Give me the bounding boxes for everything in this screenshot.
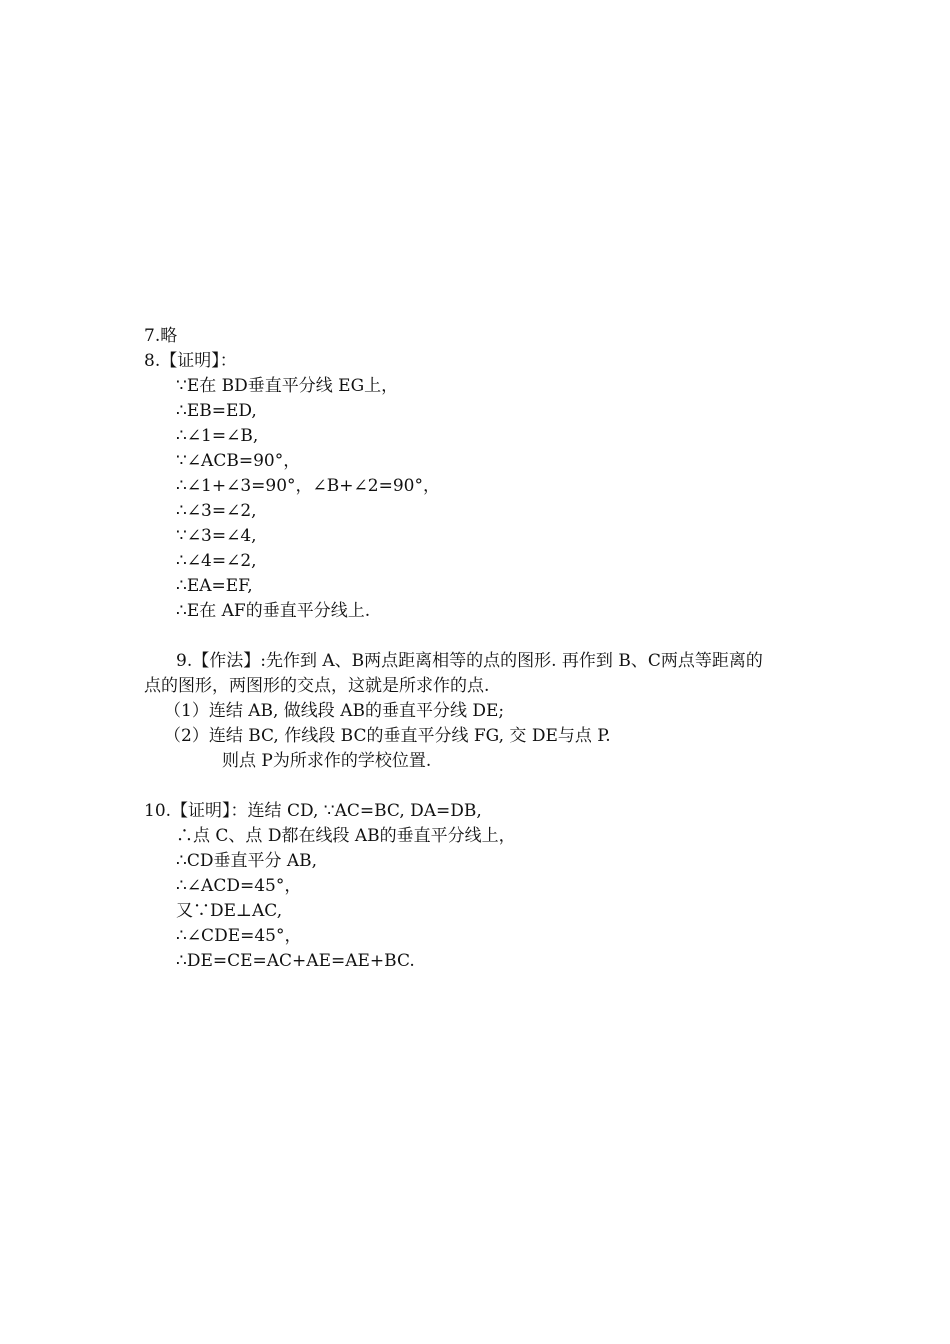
answer-7: 7.略 xyxy=(144,326,178,346)
proof-8-line-7: ∵∠3=∠4, xyxy=(176,526,257,546)
proof-8-line-4: ∵∠ACB=90°， xyxy=(176,451,301,471)
answer-9-step-1: （1）连结 AB, 做线段 AB的垂直平分线 DE; xyxy=(164,701,505,721)
proof-8-line-5: ∴∠1+∠3=90°，∠B+∠2=90°， xyxy=(176,476,440,496)
answer-9-conclusion: 则点 P为所求作的学校位置. xyxy=(222,751,432,771)
proof-10-line-6: ∴DE=CE=AC+AE=AE+BC. xyxy=(176,951,415,971)
proof-8-line-3: ∴∠1=∠B, xyxy=(176,426,259,446)
proof-8-line-9: ∴EA=EF, xyxy=(176,576,253,596)
answer-8-heading: 8.【证明】： xyxy=(144,351,237,371)
proof-10-line-2: ∴CD垂直平分 AB, xyxy=(176,851,318,871)
answer-9-step-2: （2）连结 BC, 作线段 BC的垂直平分线 FG, 交 DE与点 P. xyxy=(164,726,611,746)
answer-9-line-1: 9.【作法】:先作到 A、B两点距离相等的点的图形. 再作到 B、C两点等距离的 xyxy=(176,651,763,671)
proof-8-line-8: ∴∠4=∠2, xyxy=(176,551,257,571)
answer-9-line-2: 点的图形，两图形的交点，这就是所求作的点. xyxy=(144,676,490,696)
answer-10-heading: 10.【证明】：连结 CD, ∵AC=BC, DA=DB, xyxy=(144,801,482,821)
proof-8-line-6: ∴∠3=∠2, xyxy=(176,501,257,521)
proof-10-line-4: 又∵DE⊥AC, xyxy=(176,901,283,921)
proof-8-line-1: ∵E在 BD垂直平分线 EG上， xyxy=(176,376,399,396)
proof-10-line-1: ∴点 C、点 D都在线段 AB的垂直平分线上， xyxy=(176,826,516,846)
proof-8-line-10: ∴E在 AF的垂直平分线上. xyxy=(176,601,371,621)
proof-10-line-5: ∴∠CDE=45°， xyxy=(176,926,302,946)
proof-10-line-3: ∴∠ACD=45°， xyxy=(176,876,302,896)
proof-8-line-2: ∴EB=ED, xyxy=(176,401,257,421)
